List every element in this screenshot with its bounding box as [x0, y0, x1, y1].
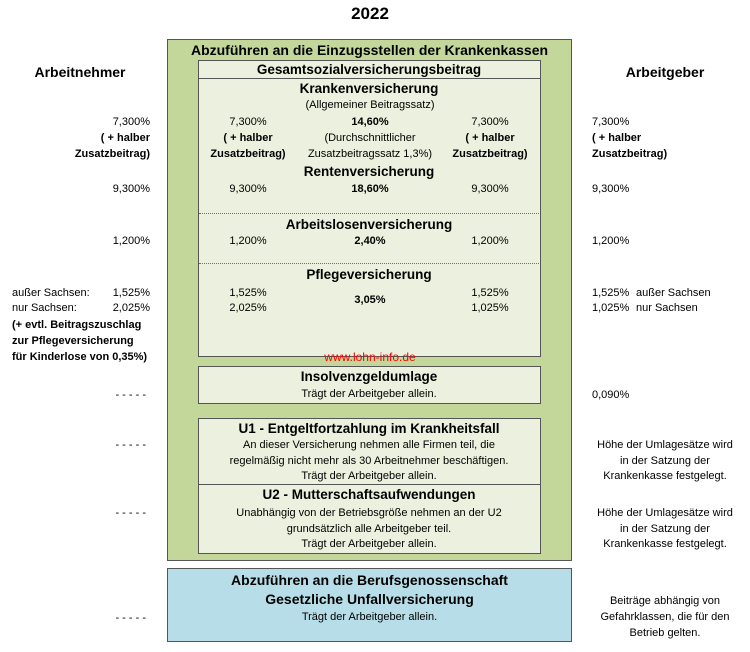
bg-note2: Gefahrklassen, die für den	[600, 611, 730, 623]
divider	[198, 78, 540, 79]
u2-note1: Höhe der Umlagesätze wird	[597, 507, 733, 519]
u2-note3: Krankenkasse festgelegt.	[603, 538, 727, 550]
u1-line1: An dieser Versicherung nehmen alle Firmen teil, die	[243, 439, 495, 451]
rv-employer-rate: 9,300%	[592, 183, 630, 195]
kv-total-note2: Zusatzbeitragssatz 1,3%)	[307, 148, 433, 160]
pv-left-label2: nur Sachsen:	[12, 302, 77, 314]
pv-ag-inner1: 1,525%	[471, 287, 509, 299]
u1-line2: regelmäßig nicht mehr als 30 Arbeitnehmer beschäftigen.	[229, 455, 509, 467]
pv-total: 3,05%	[354, 294, 386, 306]
employee-header: Arbeitnehmer	[34, 64, 126, 80]
kv-ag-inner-rate: 7,300%	[471, 116, 509, 128]
u1-note1: Höhe der Umlagesätze wird	[597, 439, 733, 451]
employer-header: Arbeitgeber	[625, 64, 705, 80]
alv-total: 2,40%	[354, 235, 386, 247]
insolvency-text: Trägt der Arbeitgeber allein.	[301, 388, 437, 400]
pv-title: Pflegeversicherung	[306, 267, 432, 282]
pv-right-label2: nur Sachsen	[636, 302, 698, 314]
alv-employee-rate: 1,200%	[112, 235, 150, 247]
kv-employer-note2: Zusatzbeitrag)	[592, 148, 668, 160]
kv-title: Krankenversicherung	[299, 81, 439, 96]
kv-ag-inner-note2: Zusatzbeitrag)	[452, 148, 528, 160]
kv-total-note1: (Durchschnittlicher	[324, 132, 416, 144]
pv-note1: (+ evtl. Beitragszuschlag	[12, 319, 142, 331]
insolvency-title: Insolvenzgeldumlage	[300, 369, 438, 384]
pv-note3: für Kinderlose von 0,35%)	[12, 351, 148, 363]
kv-employer-note1: ( + halber	[592, 132, 642, 144]
rv-employee-rate: 9,300%	[112, 183, 150, 195]
kv-total: 14,60%	[351, 116, 389, 128]
u1-employee-dash: - - - - -	[115, 439, 146, 451]
bg-text: Trägt der Arbeitgeber allein.	[301, 611, 438, 623]
kv-employee-note1: ( + halber	[100, 132, 150, 144]
u2-employee-dash: - - - - -	[115, 507, 146, 519]
bg-title1: Abzuführen an die Berufsgenossenschaft	[231, 572, 508, 588]
u1-note2: in der Satzung der	[620, 455, 710, 467]
u1-title: U1 - Entgeltfortzahlung im Krankheitsfall	[238, 421, 500, 436]
year-title: 2022	[351, 4, 389, 23]
kv-subtitle: (Allgemeiner Beitragssatz)	[305, 99, 435, 111]
rv-ag-inner: 9,300%	[471, 183, 509, 195]
bg-title2: Gesetzliche Unfallversicherung	[265, 591, 474, 607]
kv-employer-rate: 7,300%	[592, 116, 630, 128]
rv-title: Rentenversicherung	[303, 164, 435, 179]
u2-line1: Unabhängig von der Betriebsgröße nehmen an der U2	[236, 507, 502, 519]
alv-employer-rate: 1,200%	[592, 235, 630, 247]
u2-line3: Trägt der Arbeitgeber allein.	[301, 538, 437, 550]
kv-an-inner-note2: Zusatzbeitrag)	[210, 148, 286, 160]
kv-an-inner-rate: 7,300%	[229, 116, 267, 128]
rv-total: 18,60%	[351, 183, 389, 195]
pv-left-label1: außer Sachsen:	[12, 287, 90, 299]
divider	[199, 263, 539, 264]
alv-an-inner: 1,200%	[229, 235, 267, 247]
kv-employee-note2: Zusatzbeitrag)	[74, 148, 150, 160]
rv-an-inner: 9,300%	[229, 183, 267, 195]
pv-an-inner1: 1,525%	[229, 287, 267, 299]
green-panel-title: Abzuführen an die Einzugsstellen der Krankenkassen	[190, 42, 549, 58]
gsv-title: Gesamtsozialversicherungsbeitrag	[256, 62, 482, 77]
bg-employee-dash: - - - - -	[115, 612, 146, 624]
pv-an-inner2: 2,025%	[229, 302, 267, 314]
alv-ag-inner: 1,200%	[471, 235, 509, 247]
pv-employee-rate1: 1,525%	[112, 287, 150, 299]
u2-line2: grundsätzlich alle Arbeitgeber teil.	[286, 523, 452, 535]
kv-employee-rate: 7,300%	[112, 116, 150, 128]
pv-employer-rate2: 1,025%	[592, 302, 630, 314]
pv-note2: zur Pflegeversicherung	[12, 335, 134, 347]
u2-note2: in der Satzung der	[620, 523, 710, 535]
u2-title: U2 - Mutterschaftsaufwendungen	[262, 487, 476, 502]
divider	[199, 213, 539, 214]
bg-note3: Betrieb gelten.	[629, 627, 701, 639]
bg-note1: Beiträge abhängig von	[609, 595, 721, 607]
insolvency-employee-dash: - - - - -	[115, 389, 146, 401]
website-link[interactable]: www.lohn-info.de	[324, 350, 416, 364]
pv-employee-rate2: 2,025%	[112, 302, 150, 314]
kv-an-inner-note1: ( + halber	[223, 132, 273, 144]
alv-title: Arbeitslosenversicherung	[285, 217, 453, 232]
u1-note3: Krankenkasse festgelegt.	[603, 470, 727, 482]
pv-ag-inner2: 1,025%	[471, 302, 509, 314]
u1-line3: Trägt der Arbeitgeber allein.	[301, 470, 437, 482]
pv-employer-rate1: 1,525%	[592, 287, 630, 299]
pv-right-label1: außer Sachsen	[636, 287, 711, 299]
kv-ag-inner-note1: ( + halber	[465, 132, 515, 144]
insolvency-employer-rate: 0,090%	[592, 389, 630, 401]
